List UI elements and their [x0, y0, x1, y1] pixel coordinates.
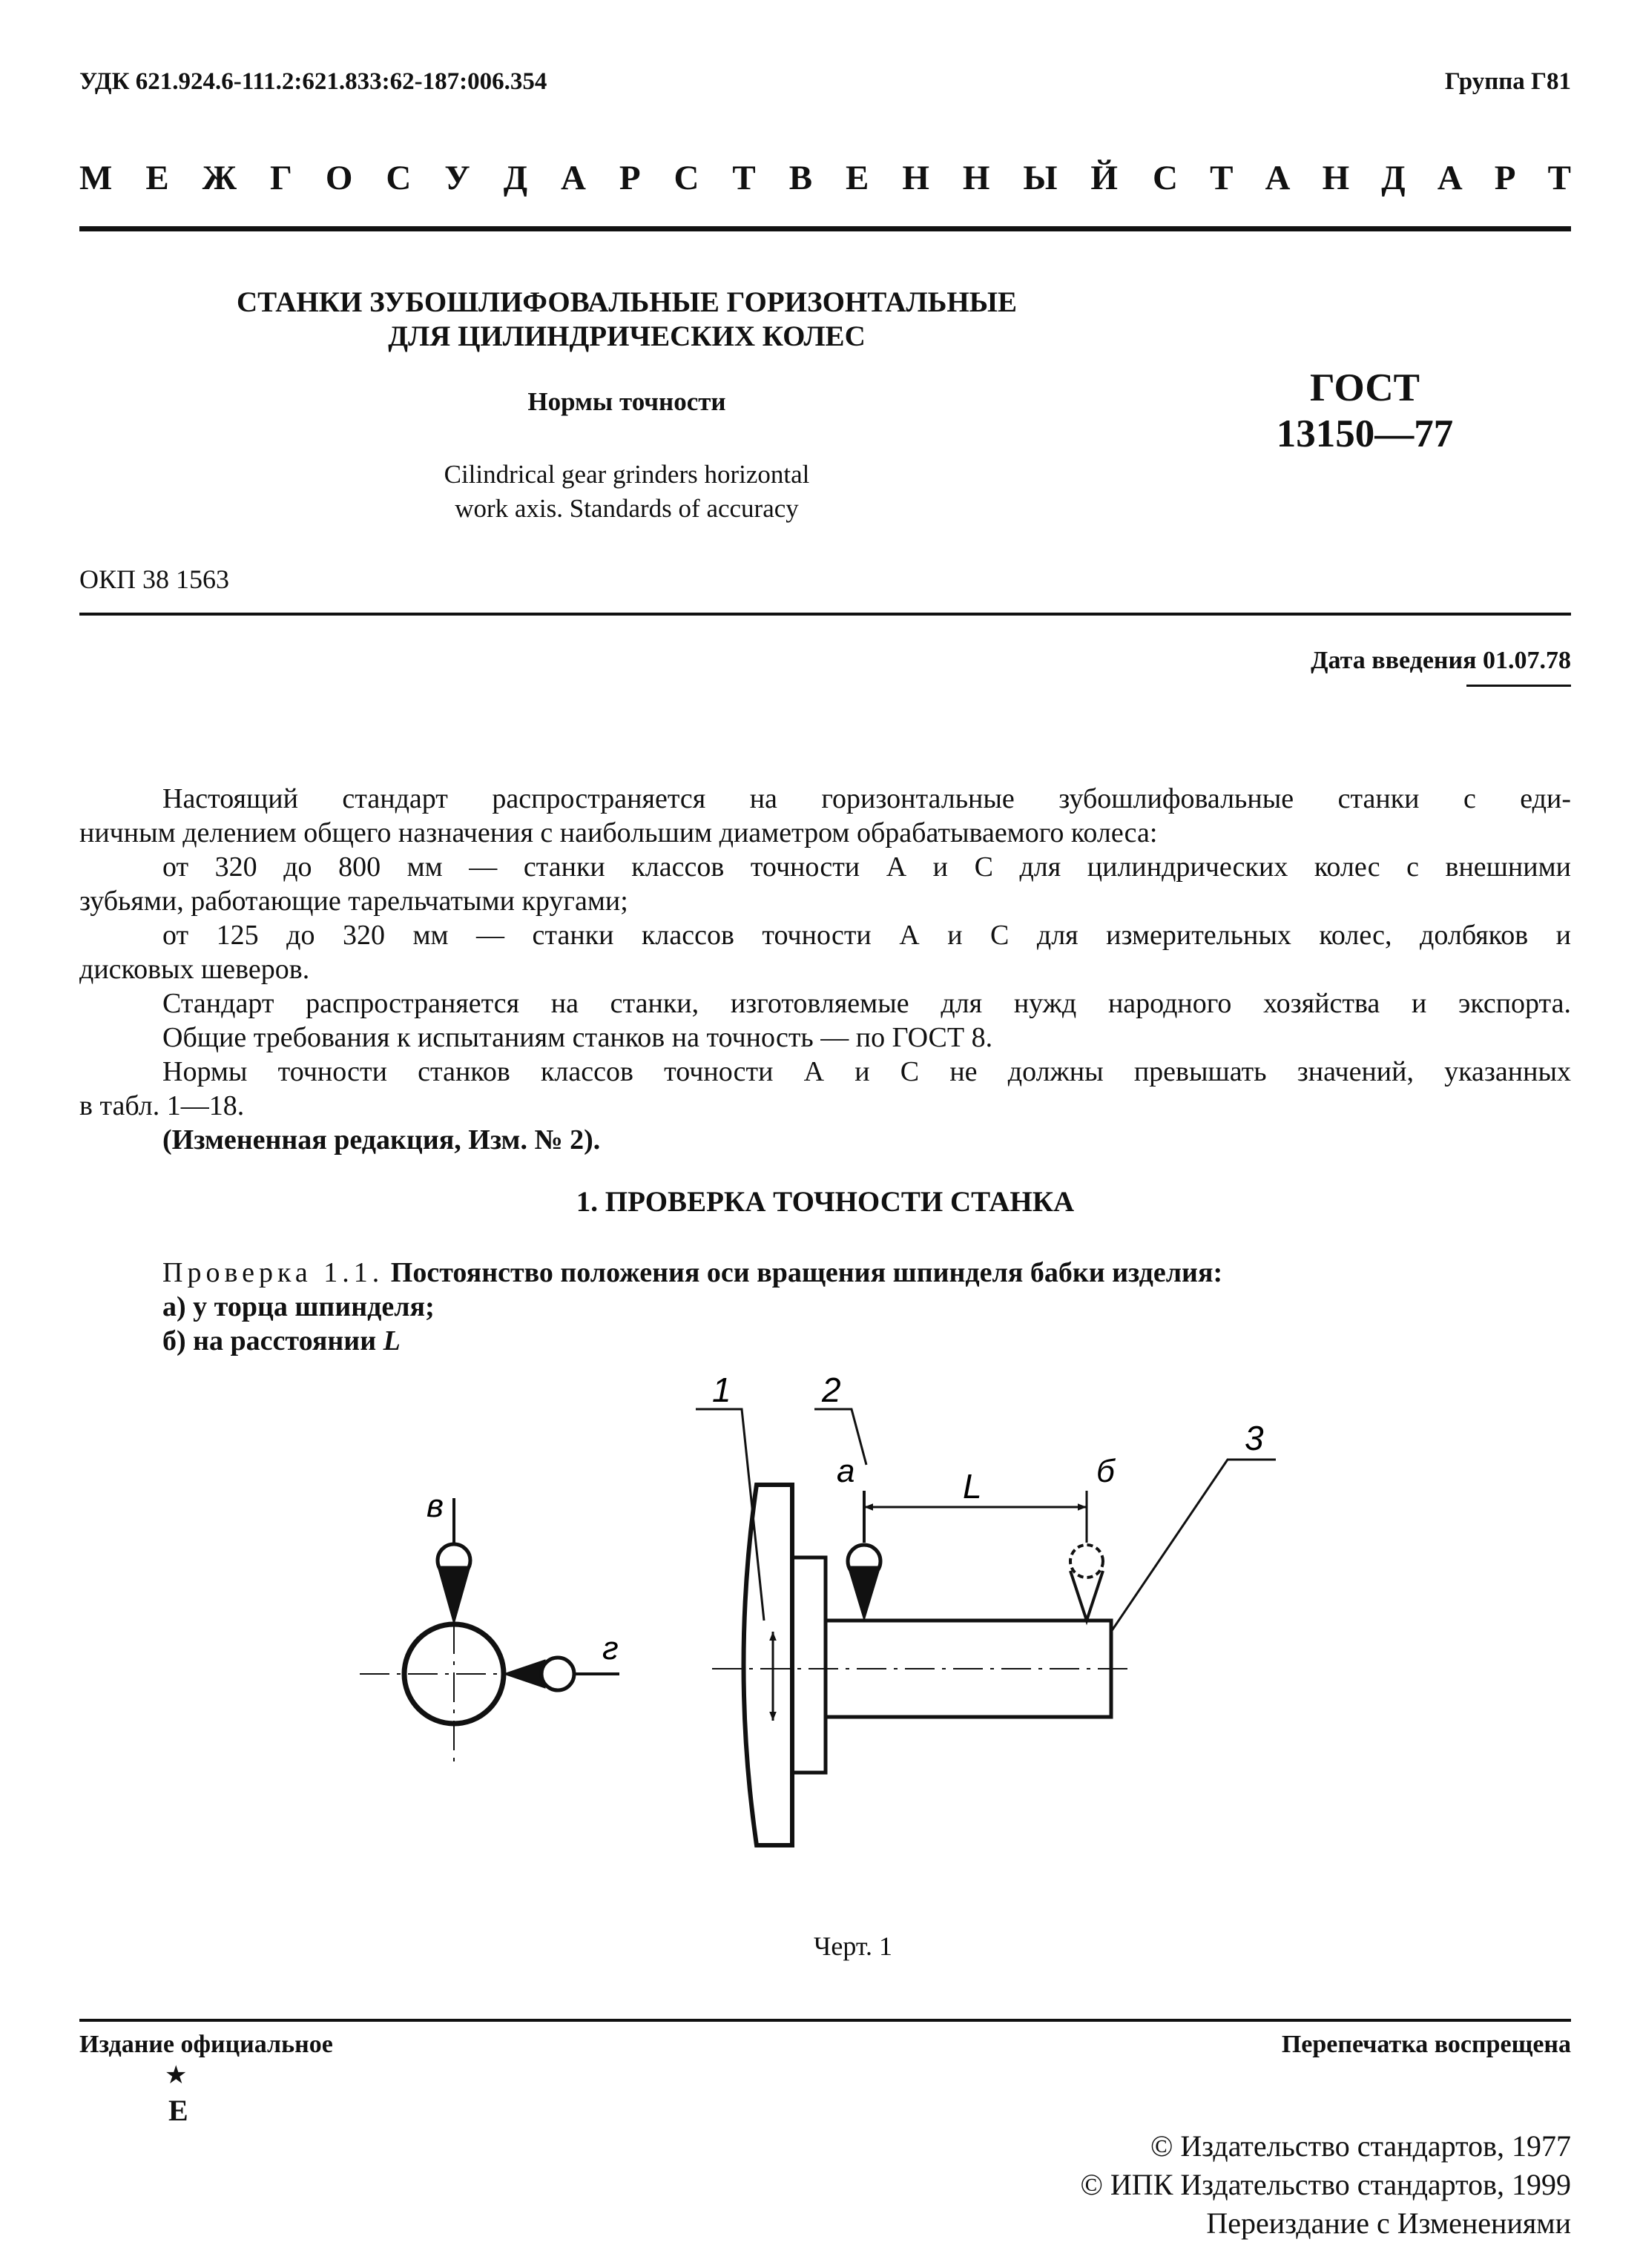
standard-type-letter: Р — [619, 159, 641, 197]
indicator-g-tip — [504, 1660, 545, 1688]
indicator-b-head — [1070, 1545, 1103, 1578]
official-edition: Издание официальное — [79, 2031, 333, 2058]
label-g: г — [602, 1630, 619, 1667]
para-2-line-2: зубьями, работающие тарельчатыми кругами; — [79, 886, 628, 917]
para-2-line-1: от 320 до 800 мм — станки классов точности А и С для цилиндрических колес с внешними — [162, 851, 1571, 883]
cross-section-view — [360, 1498, 619, 1765]
standard-type-letter: С — [674, 159, 699, 197]
callout-1: 1 — [712, 1371, 731, 1409]
indicator-v-tip — [438, 1566, 470, 1624]
side-view — [696, 1409, 1276, 1845]
standard-type-letter: Н — [962, 159, 990, 197]
faceplate — [744, 1485, 793, 1845]
leader-1 — [696, 1409, 764, 1621]
standard-type-letter: Ы — [1023, 159, 1058, 197]
para-5: Общие требования к испытаниям станков на точность — по ГОСТ 8. — [162, 1022, 993, 1053]
spindle-flange — [792, 1557, 826, 1773]
standard-type-letter: Й — [1090, 159, 1118, 197]
para-4: Стандарт распространяется на станки, изготовляемые для нужд народного хозяйства и экспорта. — [162, 988, 1571, 1019]
indicator-b-tip — [1070, 1571, 1103, 1621]
standard-word-letter: Т — [1547, 159, 1571, 197]
standard-type-letter: Т — [732, 159, 756, 197]
standard-word-letter: Н — [1322, 159, 1350, 197]
dimension-L-label: L — [963, 1467, 982, 1506]
para-6-line-2: в табл. 1—18. — [79, 1090, 245, 1121]
indicator-g-head — [541, 1658, 574, 1690]
standard-type-letter: А — [560, 159, 586, 197]
footer-rule — [79, 2019, 1571, 2022]
amendment-note: (Измененная редакция, Изм. № 2). — [162, 1124, 601, 1156]
leader-3 — [1111, 1460, 1276, 1632]
label-b: б — [1096, 1453, 1115, 1489]
figure-caption: Черт. 1 — [814, 1931, 892, 1961]
title-line-2: ДЛЯ ЦИЛИНДРИЧЕСКИХ КОЛЕС — [388, 320, 866, 352]
para-6-line-1: Нормы точности станков классов точности А и С не должны превышать значений, указанных — [162, 1056, 1571, 1087]
intro-date-value: 01.07.78 — [1483, 647, 1571, 674]
standard-type-letter: Д — [503, 159, 528, 197]
english-title-line-2: work axis. Standards of accuracy — [455, 494, 799, 523]
standard-type-letter: У — [444, 159, 470, 197]
check-item-b-variable: L — [383, 1325, 401, 1356]
gost-number: 13150—77 — [1276, 412, 1454, 455]
standard-word-letter: С — [1153, 159, 1178, 197]
label-a: а — [837, 1453, 855, 1489]
standard-type-letter: О — [325, 159, 353, 197]
group-code: Группа Г81 — [1444, 68, 1571, 95]
standard-word-letter: А — [1265, 159, 1291, 197]
check-text: Постоянство положения оси вращения шпинделя бабки изделия: — [390, 1257, 1223, 1288]
standard-type-letter: Ж — [202, 159, 237, 197]
udc-code: УДК 621.924.6-111.2:621.833:62-187:006.354 — [79, 68, 547, 95]
indicator-a-tip — [848, 1566, 880, 1621]
para-3-line-2: дисковых шеверов. — [79, 954, 310, 985]
label-v: в — [427, 1488, 444, 1524]
standard-word-letter: Д — [1381, 159, 1406, 197]
reissue-note: Переиздание с Изменениями — [1206, 2206, 1571, 2240]
standard-word-letter: Р — [1494, 159, 1516, 197]
english-title-line-1: Cilindrical gear grinders horizontal — [444, 460, 810, 489]
check-item-a: а) у торца шпинделя; — [162, 1291, 435, 1322]
standard-type-letter: Г — [270, 159, 292, 197]
standard-type-letter: В — [788, 159, 813, 197]
standard-word-letter: А — [1437, 159, 1463, 197]
copyright-1999: © ИПК Издательство стандартов, 1999 — [1080, 2168, 1571, 2201]
edition-letter: Е — [168, 2094, 188, 2127]
check-item-b-text: б) на расстоянии — [162, 1325, 377, 1356]
document-subtitle: Нормы точности — [527, 387, 726, 416]
okp-code: ОКП 38 1563 — [79, 564, 230, 594]
standard-type-letter: Н — [902, 159, 929, 197]
copyright-1977: © Издательство стандартов, 1977 — [1150, 2129, 1571, 2163]
reprint-prohibited: Перепечатка воспрещена — [1281, 2031, 1571, 2058]
standard-type-letter: Е — [846, 159, 869, 197]
standard-type-letter: Е — [145, 159, 169, 197]
callout-3: 3 — [1245, 1419, 1264, 1457]
standard-type-letter: М — [79, 159, 113, 197]
para-1-line-2: ничным делением общего назначения с наибольшим диаметром обрабатываемого колеса: — [79, 817, 1158, 848]
copyright-block — [1081, 2127, 1571, 2243]
check-label: Проверка 1.1. — [162, 1257, 384, 1288]
title-line-1: СТАНКИ ЗУБОШЛИФОВАЛЬНЫЕ ГОРИЗОНТАЛЬНЫЕ — [237, 286, 1017, 318]
gost-label: ГОСТ — [1310, 366, 1420, 409]
para-3-line-1: от 125 до 320 мм — станки классов точности А и С для измерительных колес, долбяков и — [162, 920, 1571, 951]
standard-type-letter: С — [386, 159, 412, 197]
standard-word-letter: Т — [1210, 159, 1234, 197]
para-1-line-1: Настоящий стандарт распространяется на горизонтальные зубошлифовальные станки с еди- — [162, 783, 1571, 814]
intro-date-label: Дата введения — [1311, 647, 1477, 674]
star-mark: ★ — [165, 2062, 188, 2089]
section-heading: 1. ПРОВЕРКА ТОЧНОСТИ СТАНКА — [576, 1186, 1075, 1218]
callout-2: 2 — [822, 1371, 841, 1409]
